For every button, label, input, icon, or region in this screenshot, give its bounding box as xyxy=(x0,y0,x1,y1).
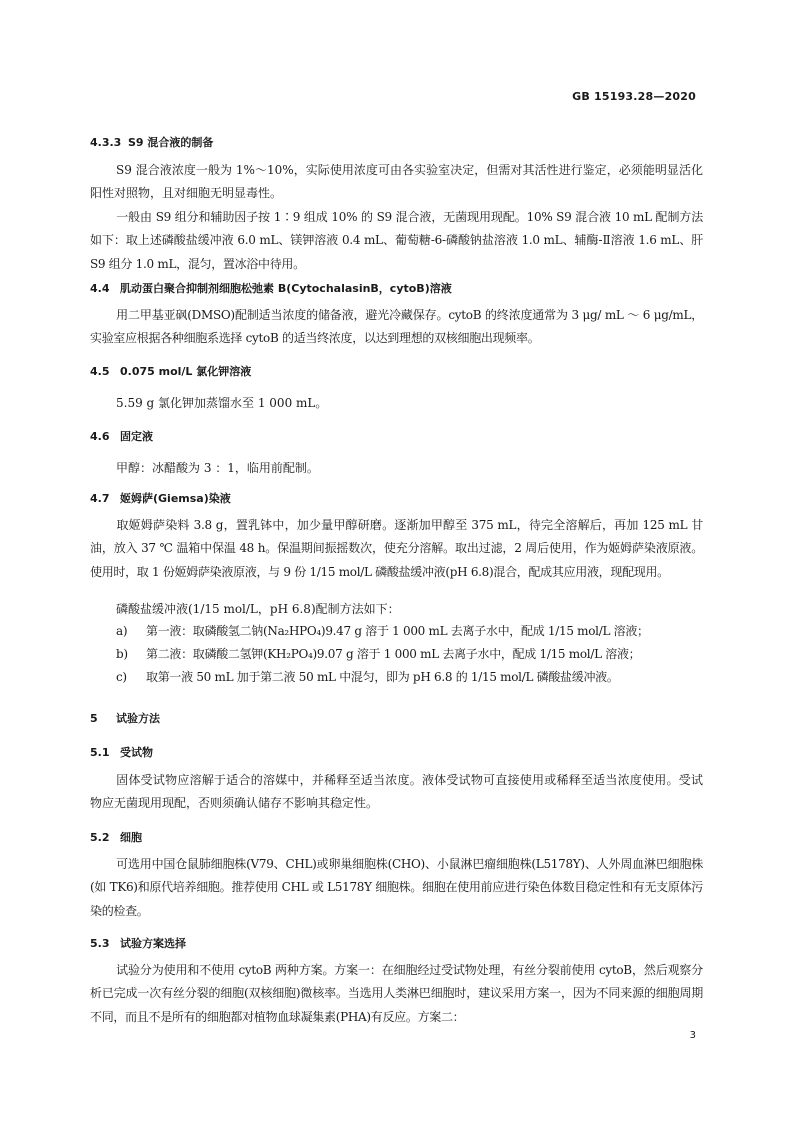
section-number: 5.2 xyxy=(90,831,110,844)
heading-4-5 xyxy=(90,363,251,379)
list-item: a) 第一液：取磷酸氢二钠(Na₂HPO₄)9.47 g 溶于 1 000 mL 去离子水中，配成 1/15 mol/L 溶液； xyxy=(116,624,649,638)
paragraph-buffer-intro: 磷酸盐缓冲液(1/15 mol/L，pH 6.8)配制方法如下： xyxy=(116,602,400,616)
section-title: 受试物 xyxy=(120,746,153,759)
section-title: 姬姆萨(Giemsa)染液 xyxy=(120,492,231,505)
section-title: 细胞 xyxy=(120,831,142,844)
section-number: 4.5 xyxy=(90,365,110,378)
section-title: 试验方法 xyxy=(116,712,160,725)
section-title: 肌动蛋白聚合抑制剂细胞松弛素 B(CytochalasinB，cytoB)溶液 xyxy=(120,282,452,295)
list-item: c) 取第一液 50 mL 加于第二液 50 mL 中混匀，即为 pH 6.8 的 1/15 mol/L 磷酸盐缓冲液。 xyxy=(116,670,619,684)
section-number: 5.3 xyxy=(90,937,110,950)
paragraph-s9-concentration: S9 混合液浓度一般为 1%～10%，实际使用浓度可由各实验室决定，但需对其活性进行鉴定，必须能明显活化阳性对照物，且对细胞无明显毒性。 xyxy=(90,163,703,201)
paragraph-cytob: 用二甲基亚砜(DMSO)配制适当浓度的储备液，避光冷藏保存。cytoB 的终浓度通常为 3 μg/ mL ～ 6 μg/mL，实验室应根据各种细胞系选择 cytoB 的适当终浓度，以达到理想的双核细胞出现频率。 xyxy=(90,308,703,346)
paragraph-kcl: 5.59 g 氯化钾加蒸馏水至 1 000 mL。 xyxy=(116,396,328,410)
section-title: 0.075 mol/L 氯化钾溶液 xyxy=(120,365,252,378)
heading-5-1 xyxy=(90,744,153,760)
paragraph-s9-preparation: 一般由 S9 组分和辅助因子按 1∶9 组成 10% 的 S9 混合液，无菌现用现配。10% S9 混合液 10 mL 配制方法如下：取上述磷酸盐缓冲液 6.0 mL、镁钾溶液 0.4 mL、葡萄糖-6-磷酸钠盐溶液 1.0 mL、辅酶-Ⅱ溶液 1.6 mL、肝 S9 组分 1.0 mL，混匀，置冰浴中待用。 xyxy=(90,210,703,271)
list-item: b) 第二液：取磷酸二氢钾(KH₂PO₄)9.07 g 溶于 1 000 mL 去离子水中，配成 1/15 mol/L 溶液； xyxy=(116,647,641,661)
section-number: 5.1 xyxy=(90,746,110,759)
paragraph-fixative: 甲醇：冰醋酸为 3 ：1，临用前配制。 xyxy=(116,461,319,475)
paragraph-giemsa: 取姬姆萨染料 3.8 g，置乳钵中，加少量甲醇研磨。逐渐加甲醇至 375 mL，待完全溶解后，再加 125 mL 甘油，放入 37 ℃ 温箱中保温 48 h。保温期间振摇数次，使充分溶解。取出过滤，2 周后使用，作为姬姆萨染液原液。使用时，取 1 份姬姆萨染液原液，与 9 份 1/15 mol/L 磷酸盐缓冲液(pH 6.8)混合，配成其应用液，现配现用。 xyxy=(90,518,703,579)
standard-number: GB 15193.28—2020 xyxy=(572,90,696,103)
heading-5 xyxy=(90,710,160,726)
paragraph-protocol: 试验分为使用和不使用 cytoB 两种方案。方案一：在细胞经过受试物处理，有丝分裂前使用 cytoB，然后观察分析已完成一次有丝分裂的细胞(双核细胞)微核率。当选用人类淋巴细胞时，建议采用方案一，因为不同来源的细胞周期不同，而且不是所有的细胞都对植物血球凝集素(PHA)有反应。方案二： xyxy=(90,963,703,1024)
section-number: 4.6 xyxy=(90,430,110,443)
section-number: 4.4 xyxy=(90,282,110,295)
heading-4-6 xyxy=(90,428,153,444)
heading-4-7 xyxy=(90,490,231,506)
heading-5-3 xyxy=(90,935,186,951)
section-number: 5 xyxy=(90,712,98,725)
paragraph-test-substance: 固体受试物应溶解于适合的溶媒中，并稀释至适当浓度。液体受试物可直接使用或稀释至适当浓度使用。受试物应无菌现用现配，否则须确认储存不影响其稳定性。 xyxy=(90,773,703,811)
section-number: 4.3.3 xyxy=(90,136,122,149)
section-title: 试验方案选择 xyxy=(120,937,186,950)
heading-5-2 xyxy=(90,829,142,845)
page-number: 3 xyxy=(689,1030,696,1041)
section-title: 固定液 xyxy=(120,430,153,443)
section-number: 4.7 xyxy=(90,492,110,505)
heading-4-4 xyxy=(90,280,452,296)
paragraph-cells: 可选用中国仓鼠肺细胞株(V79、CHL)或卵巢细胞株(CHO)、小鼠淋巴瘤细胞株(L5178Y)、人外周血淋巴细胞株(如 TK6)和原代培养细胞。推荐使用 CHL 或 L5178Y 细胞株。细胞在使用前应进行染色体数目稳定性和有无支原体污染的检查。 xyxy=(90,857,703,918)
section-title: S9 混合液的制备 xyxy=(128,136,214,149)
heading-4-3-3 xyxy=(90,134,213,150)
